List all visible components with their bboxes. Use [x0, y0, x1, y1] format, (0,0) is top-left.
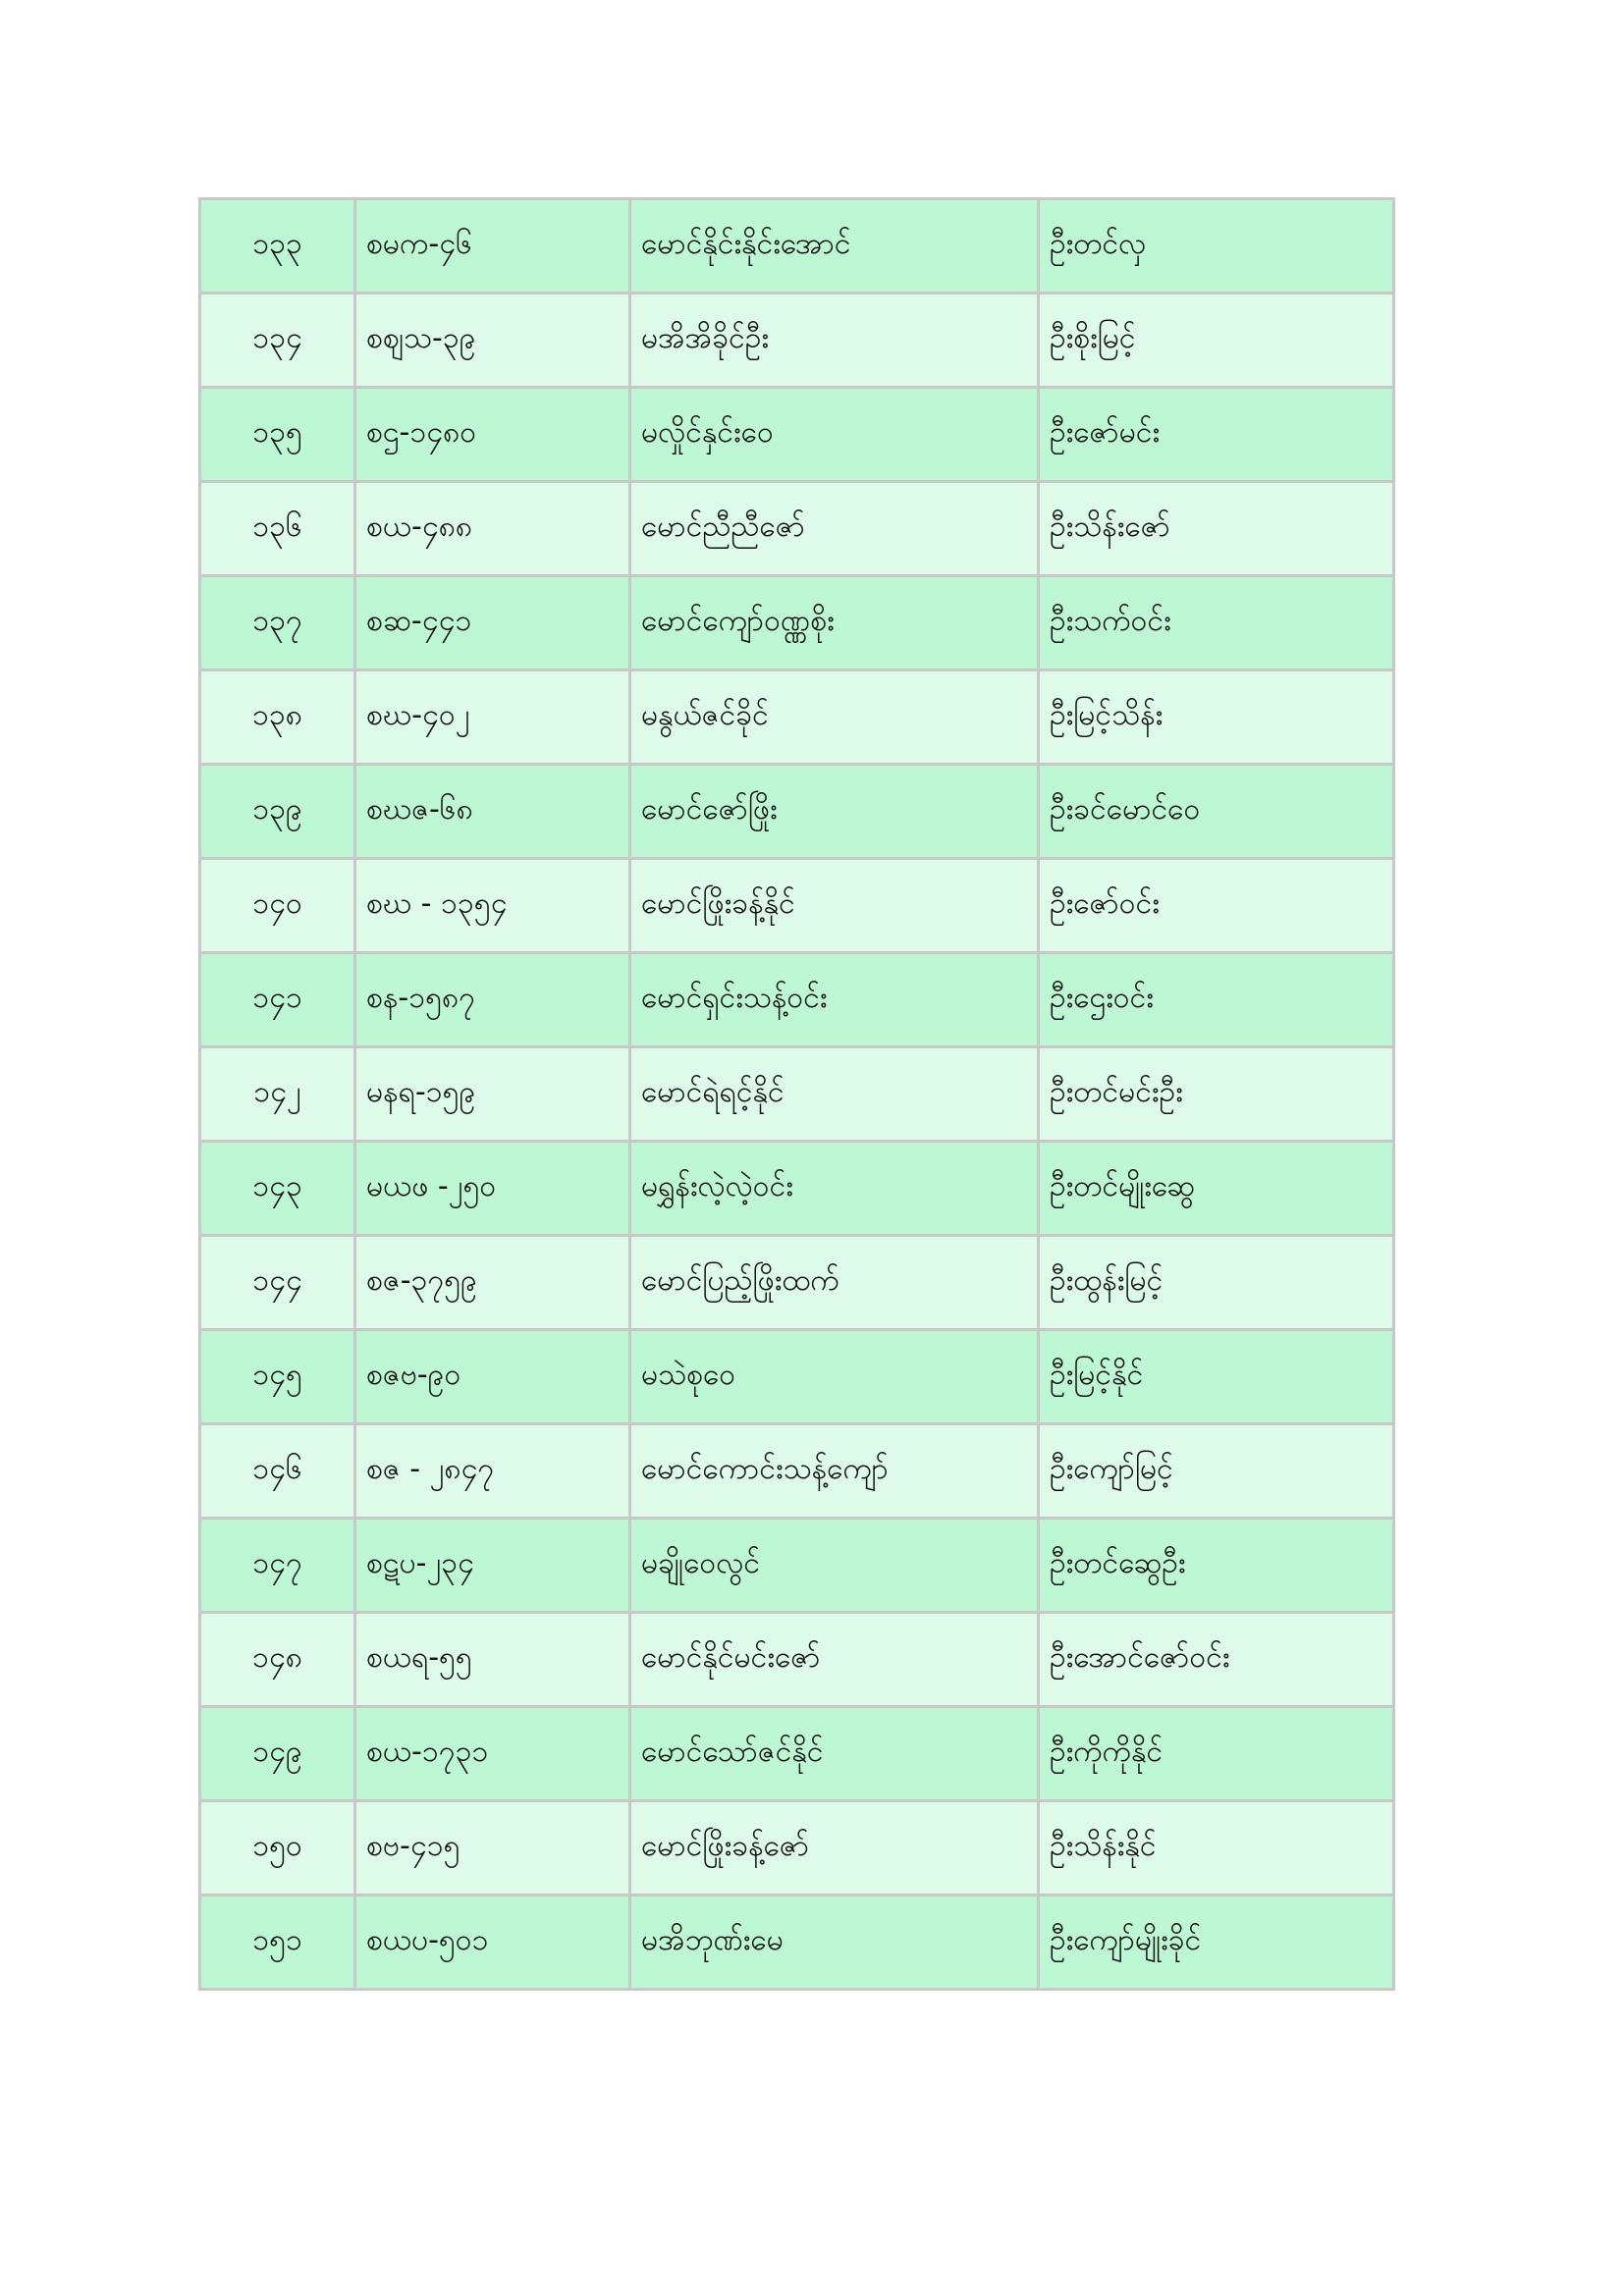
id-number-cell: စဗ-၄၁၅	[355, 1801, 630, 1896]
id-number-cell: စဇ - ၂၈၄၇	[355, 1424, 630, 1519]
table-row	[200, 1707, 1394, 1801]
table-row	[200, 1236, 1394, 1330]
table-row	[200, 953, 1394, 1047]
table-row	[200, 1047, 1394, 1142]
table-row	[200, 1142, 1394, 1236]
student-name-cell: မောင်ဇော်ဖြိုး	[630, 765, 1039, 859]
id-number-cell: စဋပ-၂၃၄	[355, 1519, 630, 1613]
student-name-cell: မောင်သော်ဇင်နိုင်	[630, 1707, 1039, 1801]
id-number-cell: စယပ-၅၀၁	[355, 1896, 630, 1990]
serial-number-cell: ၁၄၄	[200, 1236, 355, 1330]
serial-number-cell: ၁၅၀	[200, 1801, 355, 1896]
id-number-cell: စဈသ-၃၉	[355, 294, 630, 388]
student-name-cell: မသဲစုဝေ	[630, 1330, 1039, 1424]
table-row	[200, 1613, 1394, 1707]
table-row	[200, 765, 1394, 859]
father-name-cell: ဦးသိန်းနိုင်	[1039, 1801, 1394, 1896]
student-name-cell: မောင်ဖြိုးခန့်နိုင်	[630, 859, 1039, 953]
student-name-cell: မောင်ရဲရင့်နိုင်	[630, 1047, 1039, 1142]
id-number-cell: စယ-၁၇၃၁	[355, 1707, 630, 1801]
student-name-cell: မရွှန်းလဲ့လဲ့ဝင်း	[630, 1142, 1039, 1236]
table-row	[200, 1896, 1394, 1990]
table-row	[200, 1424, 1394, 1519]
table-row	[200, 294, 1394, 388]
id-number-cell: စန-၁၅၈၇	[355, 953, 630, 1047]
serial-number-cell: ၁၄၉	[200, 1707, 355, 1801]
student-name-cell: မအိဘုဏ်းမေ	[630, 1896, 1039, 1990]
id-number-cell: စမက-၄၆	[355, 199, 630, 294]
father-name-cell: ဦးကိုကိုနိုင်	[1039, 1707, 1394, 1801]
father-name-cell: ဦးဇော်ဝင်း	[1039, 859, 1394, 953]
table-row	[200, 859, 1394, 953]
serial-number-cell: ၁၄၈	[200, 1613, 355, 1707]
serial-number-cell: ၁၃၆	[200, 482, 355, 576]
serial-number-cell: ၁၃၈	[200, 670, 355, 765]
serial-number-cell: ၁၄၆	[200, 1424, 355, 1519]
father-name-cell: ဦးထွန်းမြင့်	[1039, 1236, 1394, 1330]
table-row	[200, 482, 1394, 576]
id-number-cell: စဃဇ-၆၈	[355, 765, 630, 859]
table-row	[200, 1330, 1394, 1424]
table-row	[200, 1519, 1394, 1613]
student-name-cell: မောင်ရှင်းသန့်ဝင်း	[630, 953, 1039, 1047]
student-name-cell: မောင်နိုင်းနိုင်းအောင်	[630, 199, 1039, 294]
student-list-table	[198, 197, 1395, 1991]
student-name-cell: မအိအိခိုင်ဦး	[630, 294, 1039, 388]
student-name-cell: မချိုဝေလွင်	[630, 1519, 1039, 1613]
serial-number-cell: ၁၃၇	[200, 576, 355, 670]
id-number-cell: စယ-၄၈၈	[355, 482, 630, 576]
student-name-cell: မနွယ်ဇင်ခိုင်	[630, 670, 1039, 765]
student-name-cell: မောင်ကောင်းသန့်ကျော်	[630, 1424, 1039, 1519]
id-number-cell: စဆ-၄၄၁	[355, 576, 630, 670]
id-number-cell: စဃ-၄၀၂	[355, 670, 630, 765]
father-name-cell: ဦးသိန်းဇော်	[1039, 482, 1394, 576]
id-number-cell: စဌ-၁၄၈၀	[355, 388, 630, 482]
father-name-cell: ဦးတင်လှ	[1039, 199, 1394, 294]
serial-number-cell: ၁၃၃	[200, 199, 355, 294]
id-number-cell: စဇ-၃၇၅၉	[355, 1236, 630, 1330]
father-name-cell: ဦးတင်မျိုးဆွေ	[1039, 1142, 1394, 1236]
student-name-cell: မောင်ဖြိုးခန့်ဇော်	[630, 1801, 1039, 1896]
serial-number-cell: ၁၄၀	[200, 859, 355, 953]
id-number-cell: စယရ-၅၅	[355, 1613, 630, 1707]
serial-number-cell: ၁၃၅	[200, 388, 355, 482]
student-name-cell: မောင်ညီညီဇော်	[630, 482, 1039, 576]
serial-number-cell: ၁၄၃	[200, 1142, 355, 1236]
document-page	[198, 197, 1392, 1991]
student-name-cell: မောင်ကျော်ဝဏ္ဏစိုး	[630, 576, 1039, 670]
table-row	[200, 199, 1394, 294]
id-number-cell: စဇဗ-၉၀	[355, 1330, 630, 1424]
father-name-cell: ဦးမြင့်နိုင်	[1039, 1330, 1394, 1424]
serial-number-cell: ၁၄၁	[200, 953, 355, 1047]
father-name-cell: ဦးအောင်ဇော်ဝင်း	[1039, 1613, 1394, 1707]
serial-number-cell: ၁၅၁	[200, 1896, 355, 1990]
father-name-cell: ဦးသက်ဝင်း	[1039, 576, 1394, 670]
id-number-cell: မနရ-၁၅၉	[355, 1047, 630, 1142]
father-name-cell: ဦးဇော်မင်း	[1039, 388, 1394, 482]
serial-number-cell: ၁၄၅	[200, 1330, 355, 1424]
father-name-cell: ဦးကျော်မျိုးခိုင်	[1039, 1896, 1394, 1990]
table-row	[200, 1801, 1394, 1896]
id-number-cell: စဃ - ၁၃၅၄	[355, 859, 630, 953]
table-row	[200, 576, 1394, 670]
table-row	[200, 670, 1394, 765]
father-name-cell: ဦးကျော်မြင့်	[1039, 1424, 1394, 1519]
father-name-cell: ဦးစိုးမြင့်	[1039, 294, 1394, 388]
father-name-cell: ဦးခင်မောင်ဝေ	[1039, 765, 1394, 859]
student-name-cell: မလှိုင်နှင်းဝေ	[630, 388, 1039, 482]
serial-number-cell: ၁၄၂	[200, 1047, 355, 1142]
father-name-cell: ဦးဌေးဝင်း	[1039, 953, 1394, 1047]
father-name-cell: ဦးတင်မင်းဦး	[1039, 1047, 1394, 1142]
father-name-cell: ဦးမြင့်သိန်း	[1039, 670, 1394, 765]
table-row	[200, 388, 1394, 482]
id-number-cell: မယဖ -၂၅၀	[355, 1142, 630, 1236]
serial-number-cell: ၁၄၇	[200, 1519, 355, 1613]
serial-number-cell: ၁၃၉	[200, 765, 355, 859]
student-name-cell: မောင်နိုင်မင်းဇော်	[630, 1613, 1039, 1707]
father-name-cell: ဦးတင်ဆွေဦး	[1039, 1519, 1394, 1613]
table-body	[200, 199, 1394, 1990]
student-name-cell: မောင်ပြည့်ဖြိုးထက်	[630, 1236, 1039, 1330]
serial-number-cell: ၁၃၄	[200, 294, 355, 388]
